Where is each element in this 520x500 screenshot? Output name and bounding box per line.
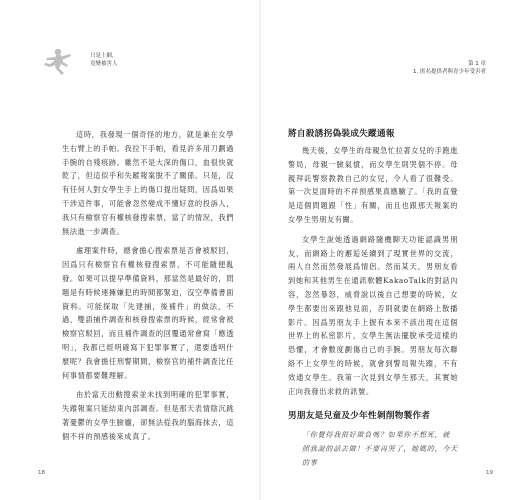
paragraph: 由於當天出動搜索並未找到明確的犯罪事實，失蹤報案只能結束內部調查。但是那天表情陰沉跳著憂鬱的女學生臉龐，卻無法從我的腦海抹去，這個不祥的預感後來成真了。 bbox=[62, 390, 234, 441]
section-heading: 男朋友是兒童及少年性剝削物製作者 bbox=[288, 411, 431, 422]
left-running-header bbox=[38, 46, 178, 86]
book-title bbox=[90, 52, 118, 68]
book-title-line2: 竟變被害人 bbox=[90, 61, 118, 67]
paragraph: 處理案件時，總會擔心搜索票是否會被駁回，因爲只有檢察官有權核發搜索票，不可能隨便亂發。如果可以提早準備資料，那當然是最好的，問題是有時候連擁嫌犯的時間都緊迫，沒空準備書面資料。可能探取「先建捕，後補件」的做法，不過，雙語捕件調查和核發搜索票的時候，經常會被檢察官駁回，而且補件調查的回覆通常會寫「應透明」，我都已經明確寫下犯罪事實了，還要透明什麼呢？我會擔任刑警期間，檢察官的補件調查比任何事情都要難理解。 bbox=[62, 246, 234, 380]
paragraph: 幾天後，女學生的母親急忙拉著女兒的手跑進警局，母親一臉氣憤，而女學生則哭個不停。母親拜託警察教教自己的女兒，令人看了很難受。第一次見面時的不祥預感果真應驗了。「我的直覺是這個問題跟「性」有關，而且也跟那天報案的女學生男朋友有關。 bbox=[288, 146, 458, 224]
left-body-text bbox=[62, 128, 234, 444]
right-body-text bbox=[288, 128, 458, 470]
chapter-number: 第 1 章 bbox=[468, 61, 486, 67]
right-page bbox=[260, 0, 520, 500]
quote-line: 照我說的話去做！不要再哭了，她媽的，今天的事 bbox=[302, 445, 458, 468]
left-page-number: 18 bbox=[38, 470, 45, 476]
paragraph: 這時，我發現一個奇怪的地方，就是兼在女學生右臂上的手帕。我拉下手帕，看見許多用刀劃過手腕的自殘痕跡。雖然不是大深的傷口，血很快就乾了，但這似乎和失蹤報案脫不了關係。只是，沒有任何人對女學生手上的傷口提出疑問，因爲如果干涉這件事，可能會忽然變成不懂好意的投訴人，我只有檢察官有權核發搜索票，當了的情況，我們無法進一步調查。 bbox=[62, 130, 234, 236]
running-figure-icon bbox=[38, 46, 78, 76]
book-title-line1: 只是上網， bbox=[90, 53, 118, 59]
right-running-header bbox=[413, 60, 486, 76]
chapter-title: 1. 匿名提供者與青少年受害者 bbox=[413, 69, 486, 75]
quote-line: 「你覺得我很好欺負嗎？如果你不想死，就 bbox=[302, 431, 451, 440]
right-page-number: 19 bbox=[486, 470, 493, 476]
section-heading: 將自殺誘拐偽裝成失蹤通報 bbox=[288, 129, 395, 139]
paragraph: 女學生說她透過網路隨機聊天功能認識男朋友，而網路上的邂逅延續到了現實世界的交流，兩人自然而然發展爲情侶。然而某天，男朋友看到她和其他男生在通訊軟體KakaoTalk的對話內容，忽然暴怒，威脅說以後自己想要的時候，女學生都要出來跟他見面，否則就要在網路上散播影片。因爲男朋友手上握有本來不該出現在這個世界上的私密影片，女學生無法擺脫承受這樣的恐懼，才會數度劃傷自己的手腕。男朋友每次聯絡不上女學生的時候，就會到警局報失蹤，不有效通女學生。我第一次見到女學生那天，其實她正向我發出求救的訊號。 bbox=[288, 234, 458, 396]
